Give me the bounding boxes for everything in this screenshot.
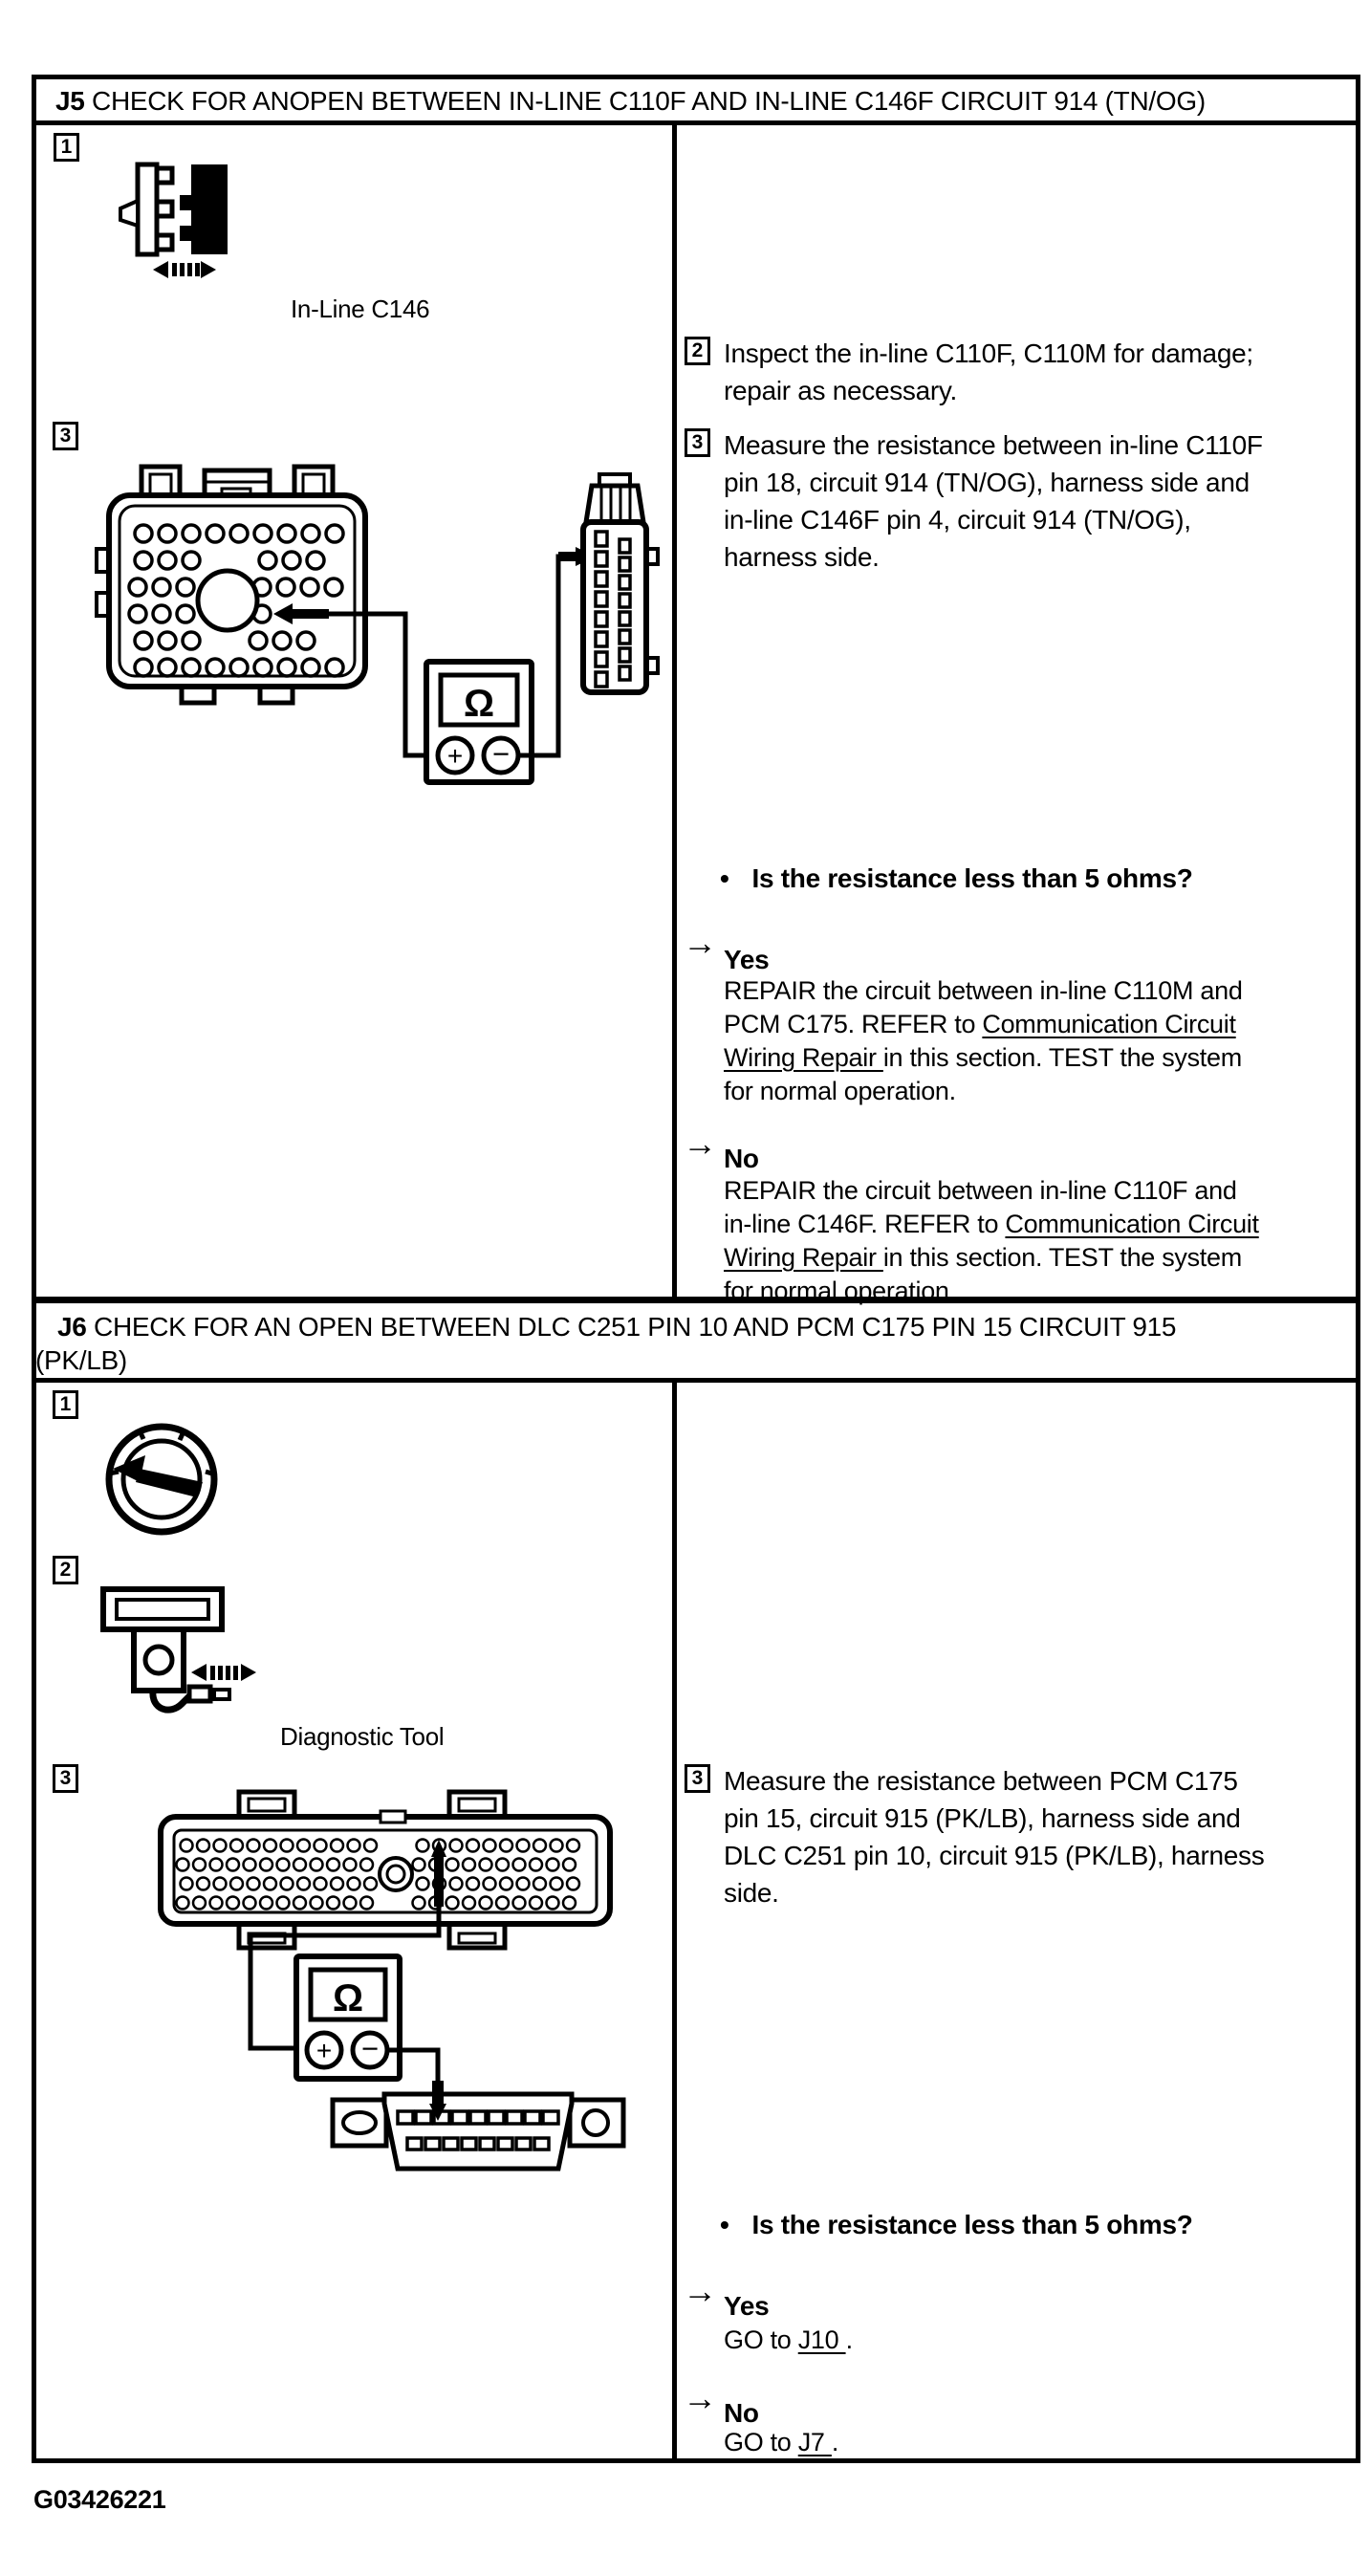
j6-step2-number: 2: [59, 1559, 72, 1581]
tool-cable: [153, 1691, 189, 1710]
j5-yes-arrow-icon: →: [683, 923, 716, 962]
j5-step2-number: 2: [691, 339, 704, 361]
j5-yes-text: REPAIR the circuit between in-line C110M and PCM C175. REFER to Communication Circuit Wiring Repair in this section. TEST the system for normal operation.: [724, 976, 1243, 1105]
bullet-icon: •: [720, 2210, 729, 2239]
bullet-icon: •: [720, 863, 729, 893]
j5-no-label: No: [724, 1144, 759, 1173]
j6-tool-caption: Diagnostic Tool: [280, 1722, 445, 1751]
j5-step1-number: 1: [60, 136, 73, 158]
j6-no-arrow-icon: →: [683, 2378, 716, 2417]
positive-terminal-label: +: [446, 741, 464, 771]
j6-header-title: J6 CHECK FOR AN OPEN BETWEEN DLC C251 PIN 10 AND PCM C175 PIN 15 CIRCUIT 915 (PK/LB): [35, 1312, 1177, 1375]
j5-connector-caption: In-Line C146: [291, 295, 430, 323]
j5-step3-box: [685, 428, 710, 457]
j5-no-text: REPAIR the circuit between in-line C110F and in-line C146F. REFER to Communication Circuit Wiring Repair in this section. TEST the system for normal operation.: [724, 1176, 1259, 1305]
j5-step3-box-left: [53, 422, 78, 450]
j5-question: [720, 863, 1193, 894]
j6-step1-box: [53, 1390, 78, 1419]
ohmmeter-drawing: [426, 662, 532, 782]
link[interactable]: Communication Circuit: [982, 1010, 1236, 1038]
ohm-symbol: Ω: [463, 683, 495, 725]
j5-step1-box: [54, 133, 79, 162]
j5-step3-text: Measure the resistance between in-line C110F pin 18, circuit 914 (TN/OG), harness side and in-line C146F pin 4, circuit 914 (TN/OG), harness side.: [724, 430, 1263, 572]
j6-column-divider: [672, 1383, 677, 2460]
negative-terminal-label: −: [360, 2032, 380, 2065]
figure-id: G03426221: [33, 2485, 166, 2514]
j6-yes-arrow-icon: →: [683, 2271, 716, 2310]
j5-step3-number: 3: [691, 431, 704, 453]
j5-yes-label: Yes: [724, 945, 770, 974]
j6-yes-text: GO to J10 .: [724, 2325, 853, 2354]
j6-measurement-diagram: [143, 1790, 641, 2182]
j5-column-divider: [672, 125, 677, 1297]
mating-connector-half: [180, 164, 228, 254]
j5-step3-number-left: 3: [59, 425, 72, 447]
link[interactable]: Wiring Repair: [724, 1043, 883, 1072]
j5-question-text: Is the resistance less than 5 ohms?: [751, 863, 1193, 893]
ohm-symbol: Ω: [332, 1977, 364, 2019]
positive-terminal-label: +: [315, 2036, 333, 2065]
j6-question: [720, 2210, 1193, 2240]
pcm-c175-connector-drawing: [161, 1792, 610, 1948]
dlc-c251-connector-drawing: [333, 2094, 623, 2169]
j5-header-title: J5 CHECK FOR ANOPEN BETWEEN IN-LINE C110F AND IN-LINE C146F CIRCUIT 914 (TN/OG): [55, 86, 1206, 116]
disconnect-arrows-icon: [153, 261, 216, 278]
j5-no-arrow-icon: →: [683, 1124, 716, 1163]
j6-step3-number-left: 3: [59, 1767, 72, 1789]
disconnect-arrows-icon: [191, 1664, 256, 1681]
inline-connector-disconnect-icon: [94, 151, 271, 285]
link[interactable]: Wiring Repair: [724, 1243, 883, 1272]
j6-no-text: GO to J7 .: [724, 2428, 839, 2456]
c146f-connector-drawing: [583, 474, 658, 692]
j5-header-divider: [32, 120, 1360, 125]
j6-step1-number: 1: [59, 1393, 72, 1415]
c110f-connector-drawing: [97, 467, 365, 703]
j6-step3-box: [685, 1764, 710, 1793]
j6-no-label: No: [724, 2398, 759, 2428]
ignition-switch-icon: [98, 1419, 227, 1543]
link[interactable]: Communication Circuit: [1005, 1210, 1259, 1238]
j6-header-divider: [32, 1378, 1360, 1383]
j5-step2-box: [685, 337, 710, 365]
diagnostic-tool-disconnect-icon: [92, 1580, 264, 1714]
j6-step3-number: 3: [691, 1767, 704, 1789]
j6-step3-text: Measure the resistance between PCM C175 pin 15, circuit 915 (PK/LB), harness side and DLC C251 pin 10, circuit 915 (PK/LB), harness side.: [724, 1766, 1265, 1908]
j6-step3-box-left: [53, 1764, 78, 1793]
ohmmeter-drawing: [296, 1956, 400, 2079]
j6-step2-box: [53, 1556, 78, 1584]
negative-terminal-label: −: [491, 737, 511, 771]
link[interactable]: J7: [797, 2428, 832, 2456]
j5-measurement-diagram: [88, 457, 662, 820]
j5-step2-text: Inspect the in-line C110F, C110M for damage; repair as necessary.: [724, 338, 1253, 405]
link[interactable]: J10: [797, 2325, 846, 2354]
j6-yes-label: Yes: [724, 2291, 770, 2321]
j6-question-text: Is the resistance less than 5 ohms?: [751, 2210, 1193, 2239]
